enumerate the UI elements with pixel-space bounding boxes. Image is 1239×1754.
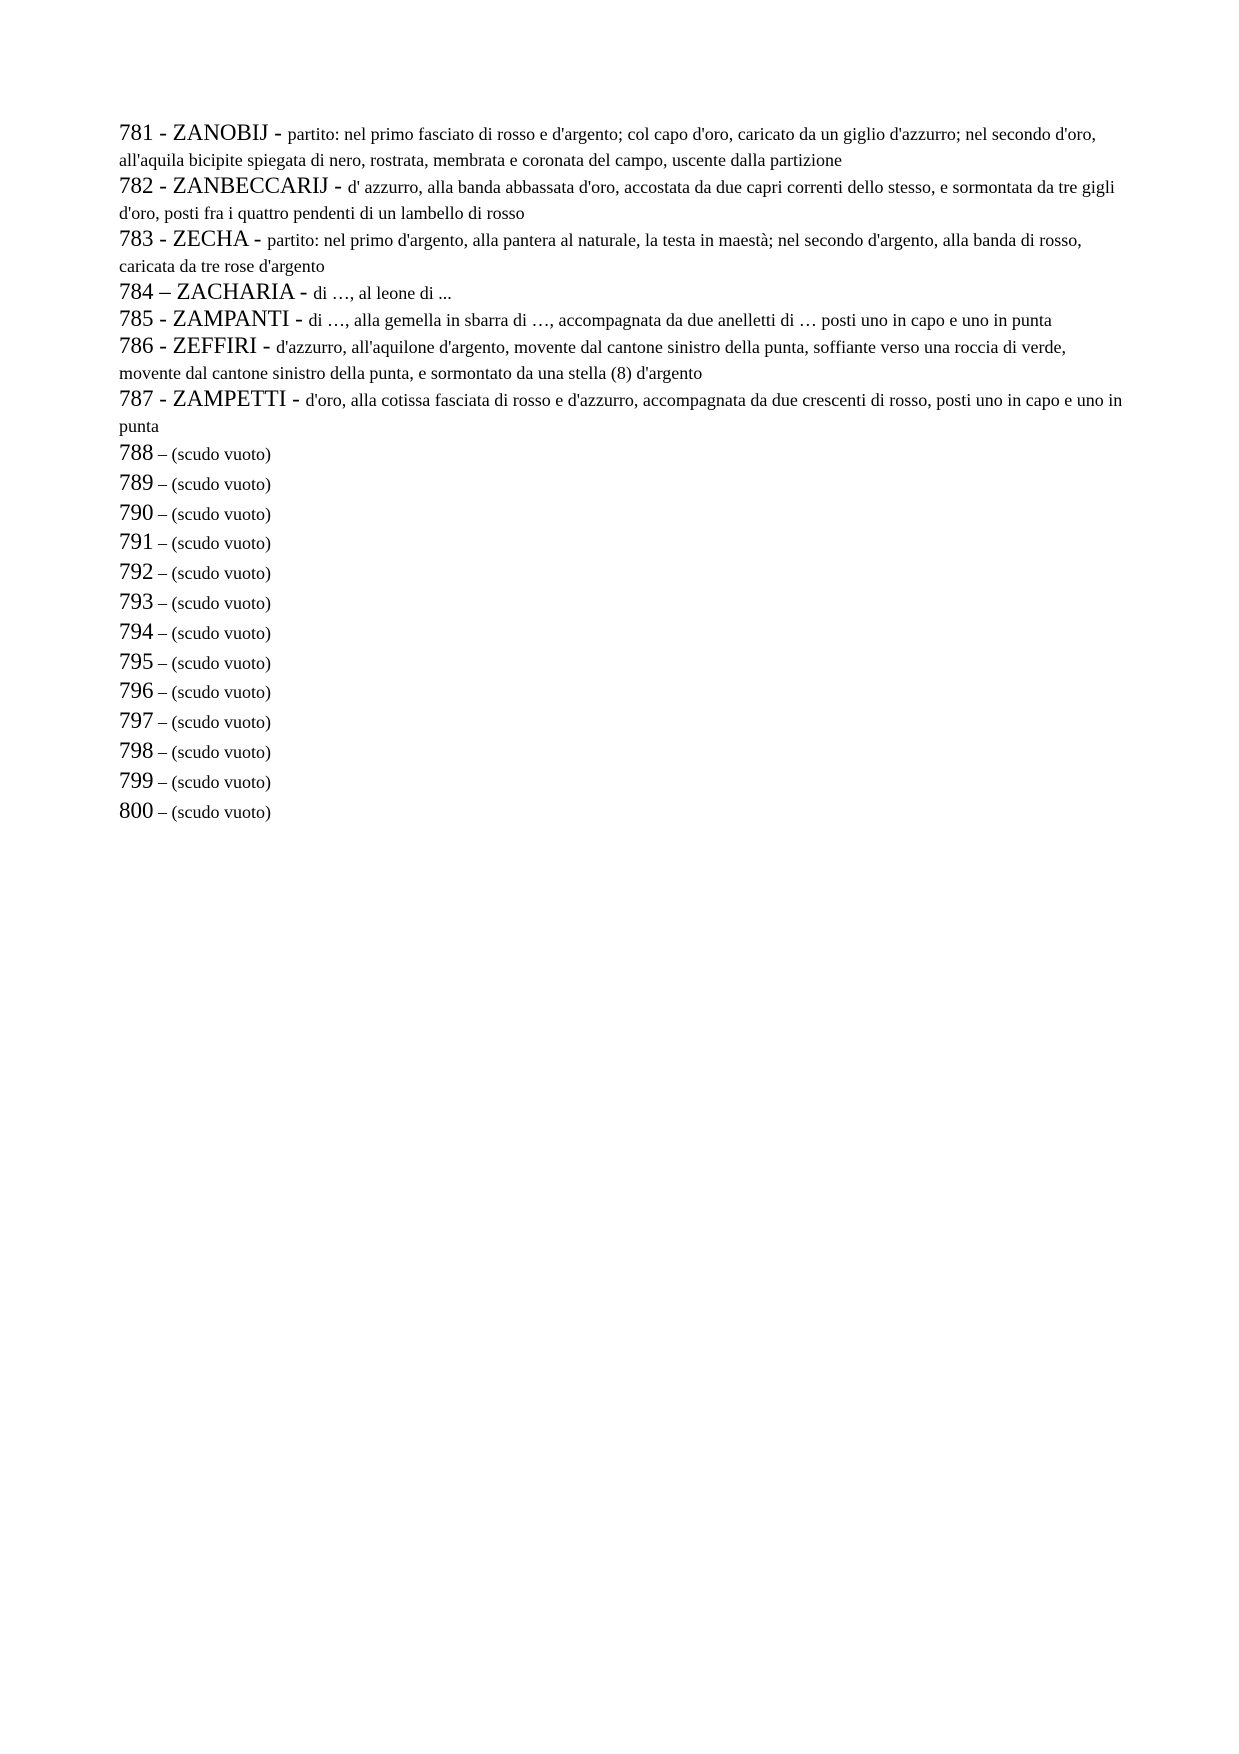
entry-number: 800 bbox=[119, 797, 154, 823]
entry-description: – (scudo vuoto) bbox=[158, 712, 271, 733]
entry-description: – (scudo vuoto) bbox=[158, 563, 271, 584]
document-page bbox=[119, 120, 1129, 826]
entry-788 bbox=[119, 439, 1129, 469]
entry-794 bbox=[119, 618, 1129, 648]
entry-number: 798 bbox=[119, 737, 154, 763]
entry-800 bbox=[119, 797, 1129, 827]
entry-heading: 787 - ZAMPETTI - bbox=[119, 386, 306, 411]
entry-description: – (scudo vuoto) bbox=[158, 652, 271, 673]
entry-789 bbox=[119, 469, 1129, 499]
entry-783 bbox=[119, 226, 1129, 279]
entry-782 bbox=[119, 173, 1129, 226]
entry-description: – (scudo vuoto) bbox=[158, 771, 271, 792]
entry-description: d' azzurro, alla banda abbassata d'oro, accostata da due capri correnti dello stesso, e sormontata da tre gigli d'oro, posti fra i quattro pendenti di un lambello di rosso bbox=[119, 177, 1115, 223]
entry-number: 796 bbox=[119, 678, 154, 704]
entry-787 bbox=[119, 386, 1129, 439]
entry-784 bbox=[119, 279, 1129, 306]
entry-heading: 786 - ZEFFIRI - bbox=[119, 333, 277, 358]
entry-description: – (scudo vuoto) bbox=[158, 503, 271, 524]
entry-description: – (scudo vuoto) bbox=[158, 741, 271, 762]
entry-number: 795 bbox=[119, 648, 154, 674]
entry-785 bbox=[119, 306, 1129, 333]
entry-heading: 784 – ZACHARIA - bbox=[119, 279, 314, 304]
entry-793 bbox=[119, 588, 1129, 618]
entry-description: d'azzurro, all'aquilone d'argento, movente dal cantone sinistro della punta, soffiante verso una roccia di verde, movente dal cantone sinistro della punta, e sormontato da una stella (8) d'argento bbox=[119, 337, 1066, 383]
entry-description: – (scudo vuoto) bbox=[158, 801, 271, 822]
entry-description: – (scudo vuoto) bbox=[158, 592, 271, 613]
entry-792 bbox=[119, 558, 1129, 588]
entry-description: di …, alla gemella in sbarra di …, accompagnata da due anelletti di … posti uno in capo e uno in punta bbox=[308, 310, 1052, 330]
entry-798 bbox=[119, 737, 1129, 767]
entry-number: 788 bbox=[119, 440, 154, 465]
entry-description: di …, al leone di ... bbox=[313, 283, 452, 303]
entry-heading: 781 - ZANOBIJ - bbox=[119, 120, 288, 145]
entry-number: 791 bbox=[119, 529, 154, 555]
entry-786 bbox=[119, 333, 1129, 386]
entry-description: – (scudo vuoto) bbox=[158, 444, 271, 464]
entry-description: d'oro, alla cotissa fasciata di rosso e d'azzurro, accompagnata da due crescenti di rosso, posti uno in capo e uno in punta bbox=[119, 390, 1123, 436]
entry-797 bbox=[119, 707, 1129, 737]
entry-number: 792 bbox=[119, 559, 154, 585]
entry-number: 799 bbox=[119, 767, 154, 793]
entry-796 bbox=[119, 677, 1129, 707]
entry-heading: 783 - ZECHA - bbox=[119, 226, 268, 251]
entry-number: 790 bbox=[119, 499, 154, 525]
entry-number: 794 bbox=[119, 618, 154, 644]
entry-heading: 785 - ZAMPANTI - bbox=[119, 306, 309, 331]
entry-description: partito: nel primo fasciato di rosso e d'argento; col capo d'oro, caricato da un giglio d'azzurro; nel secondo d'oro, all'aquila bicipite spiegata di nero, rostrata, membrata e coronata del campo, uscente dalla partizione bbox=[119, 124, 1097, 170]
entry-number: 797 bbox=[119, 708, 154, 734]
entry-description: partito: nel primo d'argento, alla pantera al naturale, la testa in maestà; nel secondo d'argento, alla banda di rosso, caricata da tre rose d'argento bbox=[119, 230, 1082, 276]
entry-description: – (scudo vuoto) bbox=[158, 622, 271, 643]
entry-781 bbox=[119, 120, 1129, 173]
entry-description: – (scudo vuoto) bbox=[158, 682, 271, 703]
entry-791 bbox=[119, 528, 1129, 558]
entry-number: 789 bbox=[119, 469, 154, 495]
entry-795 bbox=[119, 648, 1129, 678]
entry-790 bbox=[119, 499, 1129, 529]
entry-description: – (scudo vuoto) bbox=[158, 533, 271, 554]
entry-799 bbox=[119, 767, 1129, 797]
entry-number: 793 bbox=[119, 588, 154, 614]
entry-heading: 782 - ZANBECCARIJ - bbox=[119, 173, 348, 198]
entry-description: – (scudo vuoto) bbox=[158, 473, 271, 494]
